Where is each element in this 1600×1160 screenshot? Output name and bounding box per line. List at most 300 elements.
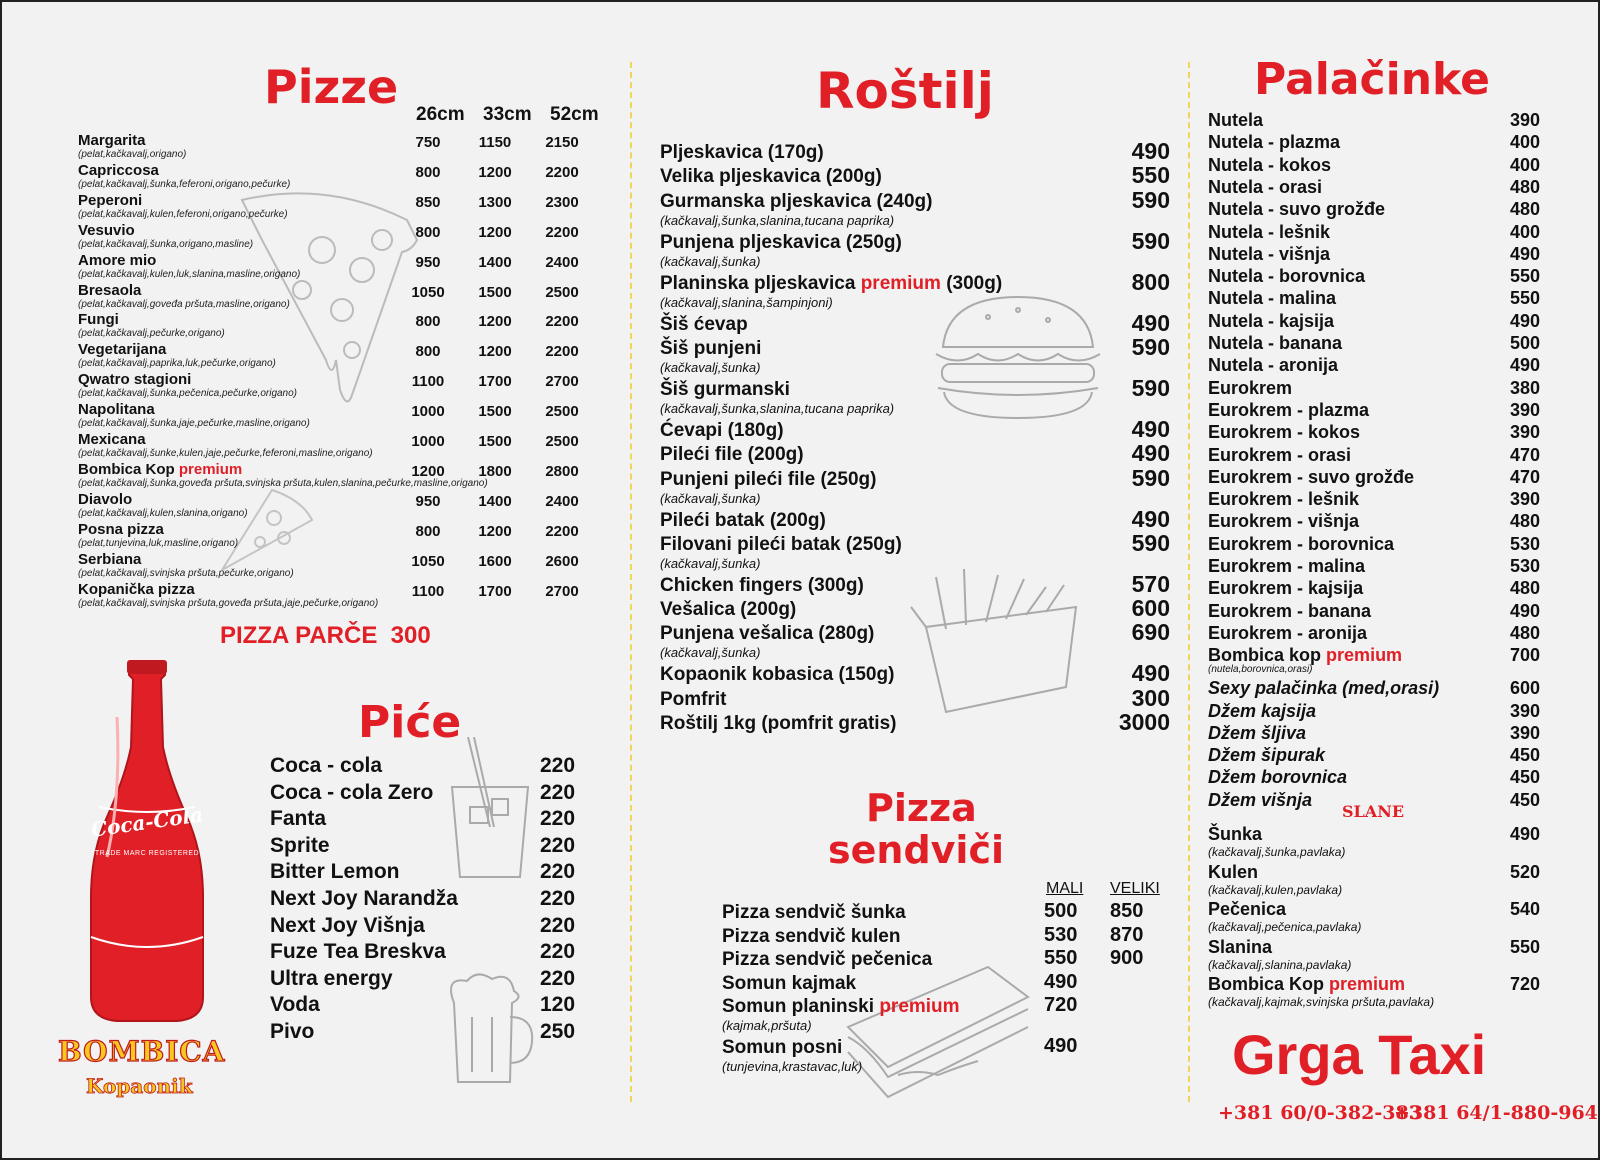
crepe-name-text: Bombica kop xyxy=(1208,645,1322,666)
grill-name-text: Pileći batak (200g) xyxy=(660,509,826,531)
savory-crepe-ingredients: (kačkavalj,pečenica,pavlaka) xyxy=(1208,920,1362,934)
crepe-price: 390 xyxy=(1510,422,1541,443)
grill-name-text: Ćevapi (180g) xyxy=(660,419,784,441)
pizza-ingredients: (pelat,kačkavalj,pečurke,origano) xyxy=(78,328,225,340)
pizza-price-26cm: 1050 xyxy=(411,283,445,301)
crepe-price: 400 xyxy=(1510,154,1541,175)
drink-name: Ultra energy xyxy=(270,966,393,990)
grill-name xyxy=(660,232,902,254)
pizza-ingredients: (pelat,kačkavalj,paprika,luk,pečurke,origano) xyxy=(78,358,276,370)
pizza-price-33cm: 1150 xyxy=(478,134,512,151)
pizza-row xyxy=(78,581,598,610)
crepe-name xyxy=(1208,645,1402,666)
crepe-price: 380 xyxy=(1510,377,1541,398)
grill-ingredients: (kačkavalj,šunka,slanina,tucana paprika) xyxy=(660,400,895,416)
pizza-price-52cm: 2200 xyxy=(545,163,579,181)
crepe-row xyxy=(1208,645,1548,676)
crepe-name-text: Nutela - malina xyxy=(1208,288,1337,309)
crepe-price: 470 xyxy=(1510,466,1541,487)
pice-title: Piće xyxy=(358,697,462,748)
pizza-price-33cm: 1500 xyxy=(478,433,512,450)
savory-crepe-price: 490 xyxy=(1510,824,1541,844)
coca-cola-bottle-icon xyxy=(77,657,217,1027)
crepe-name-text: Nutela - suvo grožđe xyxy=(1208,199,1386,220)
savory-crepe-row xyxy=(1208,936,1548,972)
drink-row xyxy=(270,834,590,860)
pizza-price-26cm: 800 xyxy=(415,163,441,181)
pizza-name xyxy=(78,132,146,149)
crepe-row xyxy=(1208,745,1548,767)
drink-name: Next Joy Višnja xyxy=(270,913,425,937)
grill-name-text: Filovani pileći batak (250g) xyxy=(660,533,902,555)
grill-price: 590 xyxy=(1131,374,1170,401)
premium-badge: premium xyxy=(1329,974,1406,994)
savory-crepe-name-text: Kulen xyxy=(1208,861,1259,882)
grill-price: 590 xyxy=(1131,529,1170,556)
pizza-price-52cm: 2150 xyxy=(545,134,579,151)
column-divider-2 xyxy=(1188,62,1190,1102)
grill-name xyxy=(660,314,748,336)
pizza-price-26cm: 1000 xyxy=(411,433,445,450)
pizza-row xyxy=(78,401,598,430)
savory-crepe-row xyxy=(1208,824,1548,859)
crepe-name-text: Nutela - višnja xyxy=(1208,243,1331,264)
pizza-price-26cm: 800 xyxy=(415,313,441,331)
pizza-name-text: Amore mio xyxy=(78,251,157,269)
crepe-name-text: Džem šljiva xyxy=(1208,722,1307,743)
pizza-name xyxy=(78,521,164,538)
sandwich-name xyxy=(722,949,932,971)
savory-crepe-name xyxy=(1208,824,1262,845)
crepe-row xyxy=(1208,400,1548,422)
pizza-row xyxy=(78,252,598,281)
taxi-name: Grga Taxi xyxy=(1232,1023,1487,1086)
grill-price: 490 xyxy=(1131,415,1170,442)
crepe-price: 700 xyxy=(1510,645,1541,666)
pizza-price-33cm: 1400 xyxy=(478,492,512,510)
drink-row xyxy=(270,914,590,940)
size-header-52: 52cm xyxy=(550,104,599,125)
crepe-price: 480 xyxy=(1510,578,1541,599)
crepe-row xyxy=(1208,623,1548,645)
savory-crepe-name xyxy=(1208,937,1272,958)
drink-name: Sprite xyxy=(270,833,330,857)
crepe-name-text: Eurokrem - kokos xyxy=(1208,422,1361,443)
pizza-row xyxy=(78,132,598,161)
drink-row xyxy=(270,754,590,780)
crepe-price: 480 xyxy=(1510,622,1541,643)
crepe-name xyxy=(1208,177,1322,198)
crepe-row xyxy=(1208,556,1548,578)
savory-crepe-price: 540 xyxy=(1510,899,1541,919)
savory-crepe-name-text: Slanina xyxy=(1208,936,1273,957)
pizza-name xyxy=(78,222,135,239)
drink-row xyxy=(270,781,590,807)
crepe-name xyxy=(1208,623,1367,644)
grill-name xyxy=(660,166,882,188)
grill-ingredients: (kačkavalj,šunka) xyxy=(660,645,761,661)
crepe-name xyxy=(1208,355,1338,376)
drink-price: 220 xyxy=(540,913,576,937)
savory-crepe-ingredients: (kačkavalj,kajmak,svinjska pršuta,pavlaka) xyxy=(1208,995,1435,1009)
crepe-row xyxy=(1208,767,1548,789)
crepe-ingredients: (nutela,borovnica,orasi) xyxy=(1208,664,1313,676)
pizze-title: Pizze xyxy=(264,60,399,114)
grill-name-text: Kopaonik kobasica (150g) xyxy=(660,664,895,686)
crepe-name xyxy=(1208,199,1385,220)
pizza-name-text: Napolitana xyxy=(78,401,155,419)
sandwich-name xyxy=(722,996,960,1018)
savory-crepe-row xyxy=(1208,861,1548,897)
crepe-name xyxy=(1208,534,1394,555)
grill-price: 570 xyxy=(1131,570,1170,597)
crepe-row xyxy=(1208,467,1548,489)
brand-place: Kopaonik xyxy=(86,1074,193,1098)
savory-crepe-ingredients: (kačkavalj,šunka,pavlaka) xyxy=(1208,845,1346,859)
crepe-row xyxy=(1208,355,1548,377)
grill-price: 590 xyxy=(1131,464,1170,491)
crepe-row xyxy=(1208,678,1548,700)
crepe-name-text: Eurokrem - malina xyxy=(1208,556,1366,576)
pizza-price-52cm: 2200 xyxy=(545,223,579,241)
sandwich-price-mali: 550 xyxy=(1044,947,1078,969)
crepe-row xyxy=(1208,155,1548,177)
crepe-name xyxy=(1208,767,1347,788)
crepe-name xyxy=(1208,132,1340,153)
crepe-name-text: Eurokrem - borovnica xyxy=(1208,533,1395,554)
drink-price: 220 xyxy=(540,780,576,804)
pizza-name-text: Vesuvio xyxy=(78,221,135,239)
pizza-ingredients: (pelat,kačkavalj,šunka,jaje,pečurke,masline,origano) xyxy=(78,418,310,430)
crepe-name xyxy=(1208,288,1336,309)
pizza-name-text: Kopanička pizza xyxy=(78,580,195,598)
drink-name: Coca - cola xyxy=(270,754,383,777)
sandwich-name xyxy=(722,973,856,995)
pizza-name xyxy=(78,252,156,269)
crepe-name-text: Eurokrem - plazma xyxy=(1208,399,1370,420)
crepe-name xyxy=(1208,745,1325,766)
drink-price: 250 xyxy=(540,1020,576,1043)
crepe-price: 450 xyxy=(1510,745,1541,766)
pizza-name xyxy=(78,461,242,478)
crepe-name xyxy=(1208,378,1292,399)
pizza-price-26cm: 1200 xyxy=(411,462,445,480)
grill-price: 590 xyxy=(1131,186,1170,213)
grill-price: 490 xyxy=(1131,660,1170,687)
premium-badge: premium xyxy=(178,460,243,478)
pizza-row xyxy=(78,551,598,580)
crepe-row xyxy=(1208,601,1548,623)
pizza-row xyxy=(78,491,598,520)
drink-price: 120 xyxy=(540,993,576,1017)
grill-name-text: Vešalica (200g) xyxy=(660,599,797,621)
crepe-price: 390 xyxy=(1510,722,1541,743)
pizza-price-33cm: 1700 xyxy=(478,373,512,391)
grill-ingredients: (kačkavalj,šunka) xyxy=(660,490,761,506)
premium-badge: premium xyxy=(860,272,941,294)
pizza-name-text: Bombica Kop xyxy=(78,460,175,478)
pizza-price-26cm: 1050 xyxy=(411,552,445,570)
crepe-row xyxy=(1208,578,1548,600)
pizza-price-52cm: 2400 xyxy=(545,492,579,510)
pizza-ingredients: (pelat,kačkavalj,šunka,pečenica,pečurke,origano) xyxy=(78,388,298,400)
size-header-26: 26cm xyxy=(416,104,465,125)
grill-price: 490 xyxy=(1131,440,1170,467)
sandwich-price-mali: 720 xyxy=(1044,994,1078,1016)
drink-price: 220 xyxy=(540,807,576,831)
sandwich-price-veliki: 850 xyxy=(1110,900,1144,922)
savory-crepe-price: 520 xyxy=(1510,861,1541,882)
grill-name-text: Pomfrit xyxy=(660,688,727,710)
pizza-price-33cm: 1200 xyxy=(478,223,512,241)
crepe-name xyxy=(1208,556,1365,577)
crepe-name-text: Nutela - aronija xyxy=(1208,355,1339,376)
pizza-ingredients: (pelat,kačkavalj,kulen,luk,slanina,masline,origano) xyxy=(78,268,301,280)
pizza-price-26cm: 950 xyxy=(415,253,441,271)
drink-price: 220 xyxy=(540,754,576,777)
crepe-name-text: Nutela - orasi xyxy=(1208,176,1323,197)
crepe-name xyxy=(1208,422,1360,443)
pizza-price-33cm: 1200 xyxy=(478,522,512,540)
crepe-name xyxy=(1208,110,1263,131)
savory-crepe-price: 720 xyxy=(1510,974,1541,994)
crepe-row xyxy=(1208,244,1548,266)
crepe-name xyxy=(1208,511,1359,532)
drink-name: Fanta xyxy=(270,807,327,831)
crepe-name-text: Nutela - plazma xyxy=(1208,132,1341,153)
pizza-ingredients: (pelat,kačkavalj,šunka,feferoni,origano,pečurke) xyxy=(78,178,291,190)
crepe-name-text: Sexy palačinka (med,orasi) xyxy=(1208,678,1440,699)
savory-crepe-name xyxy=(1208,862,1258,883)
crepe-price: 390 xyxy=(1510,399,1541,420)
pizza-price-26cm: 1100 xyxy=(411,582,445,600)
crepe-name-text: Džem kajsija xyxy=(1208,700,1317,721)
crepe-name xyxy=(1208,400,1369,421)
grill-name xyxy=(660,444,804,466)
pizza-row xyxy=(78,341,598,370)
pizza-ingredients: (pelat,tunjevina,luk,masline,origano) xyxy=(78,537,239,549)
pizza-price-52cm: 2600 xyxy=(545,552,579,570)
savory-crepe-price: 550 xyxy=(1510,936,1541,957)
savory-crepe-name xyxy=(1208,974,1405,995)
pizza-ingredients: (pelat,kačkavalj,šunka,origano,masline) xyxy=(78,238,254,250)
crepe-price: 450 xyxy=(1510,789,1541,810)
grill-name xyxy=(660,379,790,401)
sandwich-price-veliki: 900 xyxy=(1110,947,1144,969)
pizza-price-52cm: 2400 xyxy=(545,253,579,271)
crepe-name-text: Džem šipurak xyxy=(1208,745,1326,766)
grill-name-text: Gurmanska pljeskavica (240g) xyxy=(660,190,933,212)
pizza-row xyxy=(78,461,598,490)
pizza-price-52cm: 2700 xyxy=(545,582,579,600)
savory-crepe-name-text: Bombica Kop xyxy=(1208,974,1325,994)
sandwich-name xyxy=(722,902,906,924)
sandwich-price-veliki: 870 xyxy=(1110,923,1144,946)
grill-name-text: Punjeni pileći file (250g) xyxy=(660,468,877,490)
sandwich-price-mali: 530 xyxy=(1044,923,1078,946)
crepe-name-text: Eurokrem - kajsija xyxy=(1208,578,1364,599)
rostilj-title: Roštilj xyxy=(816,62,994,120)
grill-name xyxy=(660,664,894,686)
sandwich-name-text: Somun kajmak xyxy=(722,972,857,994)
grill-name xyxy=(660,420,784,442)
crepe-price: 530 xyxy=(1510,533,1541,554)
crepe-row xyxy=(1208,110,1548,132)
pizza-ingredients: (pelat,kačkavalj,šunke,kulen,jaje,pečurke,feferoni,masline,origano) xyxy=(78,448,373,459)
sandwich-price-mali: 500 xyxy=(1044,900,1078,922)
pizza-price-26cm: 800 xyxy=(415,343,441,361)
drink-row xyxy=(270,940,590,966)
premium-badge: premium xyxy=(1326,645,1403,666)
crepe-name xyxy=(1208,578,1363,599)
crepe-name xyxy=(1208,678,1439,699)
crepe-name-text: Eurokrem - orasi xyxy=(1208,444,1352,465)
savory-crepe-row xyxy=(1208,899,1548,934)
grill-name xyxy=(660,599,796,621)
pizza-price-52cm: 2500 xyxy=(545,433,579,450)
crepe-row xyxy=(1208,333,1548,355)
pizza-price-33cm: 1700 xyxy=(478,582,512,600)
pizza-price-33cm: 1400 xyxy=(478,253,512,271)
grill-price: 800 xyxy=(1131,268,1170,295)
pizza-name xyxy=(78,491,132,508)
crepe-name-text: Nutela - kajsija xyxy=(1208,310,1335,331)
crepe-row xyxy=(1208,489,1548,511)
grill-name-text: Velika pljeskavica (200g) xyxy=(660,166,882,188)
crepe-price: 480 xyxy=(1510,511,1541,532)
grill-name xyxy=(660,191,932,213)
pizza-row xyxy=(78,192,598,221)
pizza-price-33cm: 1200 xyxy=(478,163,512,181)
drink-name: Fuze Tea Breskva xyxy=(270,940,446,964)
grill-name xyxy=(660,534,902,556)
drink-row xyxy=(270,1020,590,1046)
crepe-price: 490 xyxy=(1510,310,1541,331)
drink-price: 220 xyxy=(540,940,576,964)
drink-row xyxy=(270,807,590,833)
pizza-name-text: Qwatro stagioni xyxy=(78,371,192,389)
crepe-price: 550 xyxy=(1510,288,1541,309)
grill-name-text: Punjena pljeskavica (250g) xyxy=(660,231,902,253)
crepe-row xyxy=(1208,511,1548,533)
drink-row xyxy=(270,967,590,993)
drink-price: 220 xyxy=(540,966,576,990)
pizza-price-33cm: 1500 xyxy=(478,283,512,301)
grill-price: 550 xyxy=(1131,162,1170,189)
crepe-name xyxy=(1208,311,1334,332)
crepe-price: 600 xyxy=(1510,678,1541,699)
grill-name-text: Chicken fingers (300g) xyxy=(660,574,864,596)
drink-name: Pivo xyxy=(270,1020,315,1043)
sendvici-title-line1: Pizza xyxy=(866,786,977,830)
crepe-row xyxy=(1208,177,1548,199)
crepe-name xyxy=(1208,701,1316,722)
crepe-price: 530 xyxy=(1510,556,1541,576)
grill-price: 300 xyxy=(1131,684,1170,711)
sandwich-ingredients: (tunjevina,krastavac,luk) xyxy=(722,1059,863,1074)
crepe-name-text: Nutela - borovnica xyxy=(1208,266,1366,287)
savory-crepe-name xyxy=(1208,899,1286,920)
grill-name xyxy=(660,273,1002,295)
crepe-price: 480 xyxy=(1510,176,1541,197)
pizza-name xyxy=(78,581,195,598)
sandwich-name-text: Somun posni xyxy=(722,1037,843,1058)
grill-ingredients: (kačkavalj,šunka) xyxy=(660,555,761,571)
crepe-name xyxy=(1208,723,1306,744)
drink-price: 220 xyxy=(540,887,576,910)
pizza-name-text: Mexicana xyxy=(78,431,146,448)
pizza-name-text: Bresaola xyxy=(78,281,142,299)
pizza-row xyxy=(78,222,598,251)
pizza-name-text: Peperoni xyxy=(78,191,143,209)
pizza-name-text: Fungi xyxy=(78,311,119,329)
crepe-row xyxy=(1208,445,1548,467)
crepe-price: 490 xyxy=(1510,355,1541,376)
savory-crepe-row xyxy=(1208,974,1548,1009)
pizza-ingredients: (pelat,kačkavalj,goveđa pršuta,masline,origano) xyxy=(78,298,290,310)
crepe-row xyxy=(1208,378,1548,400)
size-header-33: 33cm xyxy=(483,104,532,125)
pizza-row xyxy=(78,311,598,340)
pizza-price-26cm: 750 xyxy=(415,134,441,151)
pizza-name xyxy=(78,311,119,328)
grill-name-text: Roštilj 1kg (pomfrit gratis) xyxy=(660,713,897,734)
grill-name-text: Šiš ćevap xyxy=(660,313,748,335)
grill-name xyxy=(660,575,864,597)
sandwich-sketch-icon xyxy=(838,957,1038,1107)
sandwich-name-text: Somun planinski xyxy=(722,996,875,1017)
pizza-ingredients: (pelat,kačkavalj,šunka,goveđa pršuta,svinjska pršuta,kulen,slanina,pečurke,masline,origano) xyxy=(78,477,488,489)
grill-name xyxy=(660,510,826,532)
grill-name xyxy=(660,689,727,711)
crepe-row xyxy=(1208,199,1548,221)
crepe-name-text: Eurokrem xyxy=(1208,377,1293,398)
pizza-price-52cm: 2200 xyxy=(545,522,579,540)
pizza-name xyxy=(78,341,166,358)
drink-price: 220 xyxy=(540,860,576,884)
pizza-price-52cm: 2700 xyxy=(545,373,579,391)
pizza-name xyxy=(78,371,191,388)
savory-crepe-ingredients: (kačkavalj,slanina,pavlaka) xyxy=(1208,957,1352,972)
crepe-name-text: Eurokrem - banana xyxy=(1208,600,1372,621)
sandwich-price-mali: 490 xyxy=(1044,970,1078,993)
grill-name xyxy=(660,142,824,164)
crepe-name-text: Nutela - banana xyxy=(1208,333,1343,353)
crepe-name xyxy=(1208,333,1342,354)
crepe-name-text: Nutela - kokos xyxy=(1208,154,1332,175)
grill-name xyxy=(660,338,761,360)
crepe-name xyxy=(1208,222,1330,243)
sandwich-col-mali: MALI xyxy=(1046,880,1084,897)
crepe-name-text: Eurokrem - lešnik xyxy=(1208,489,1360,510)
pizza-ingredients: (pelat,kačkavalj,origano) xyxy=(78,149,187,160)
pizza-name-text: Capriccosa xyxy=(78,161,159,179)
pizza-price-52cm: 2500 xyxy=(545,283,579,301)
pizza-name-text: Diavolo xyxy=(78,490,133,508)
crepe-name xyxy=(1208,244,1330,265)
grill-price: 490 xyxy=(1131,309,1170,336)
savory-crepe-name-text: Pečenica xyxy=(1208,899,1287,919)
pizza-price-26cm: 800 xyxy=(415,522,441,540)
crepe-price: 400 xyxy=(1510,221,1541,242)
pizza-price-33cm: 1600 xyxy=(478,552,512,570)
pizza-ingredients: (pelat,kačkavalj,svinjska pršuta,goveđa pršuta,jaje,pečurke,origano) xyxy=(78,597,379,609)
pizza-price-26cm: 850 xyxy=(415,193,441,211)
sandwich-price-mali: 490 xyxy=(1044,1035,1078,1057)
grill-price: 490 xyxy=(1131,505,1170,532)
slane-label: SLANE xyxy=(1342,802,1405,821)
pizza-price-33cm: 1300 xyxy=(478,193,512,211)
